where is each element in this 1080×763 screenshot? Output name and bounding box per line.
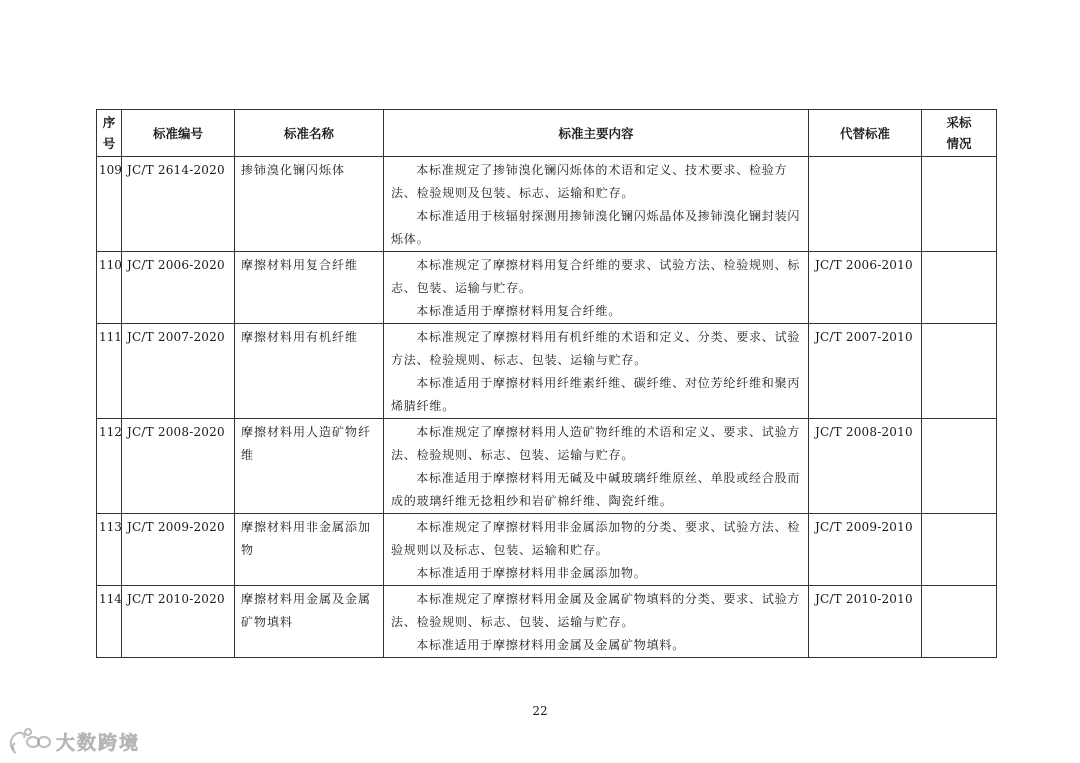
content-paragraph: 本标准规定了摩擦材料用金属及金属矿物填料的分类、要求、试验方法、检验规则、标志、包装、运输与贮存。 bbox=[391, 592, 801, 629]
header-standard-code: 标准编号 bbox=[122, 110, 235, 157]
cell-main-content bbox=[384, 324, 809, 419]
content-paragraph: 本标准适用于核辐射探测用掺铈溴化镧闪烁晶体及掺铈溴化镧封装闪烁体。 bbox=[391, 209, 801, 246]
cell-standard-name: 摩擦材料用复合纤维 bbox=[235, 252, 384, 324]
content-paragraph: 本标准规定了摩擦材料用非金属添加物的分类、要求、试验方法、检验规则以及标志、包装、运输和贮存。 bbox=[391, 520, 801, 557]
page-number: 22 bbox=[532, 704, 548, 718]
header-replaced-standard: 代替标准 bbox=[809, 110, 922, 157]
table-row bbox=[97, 419, 997, 514]
header-serial-bottom: 号 bbox=[102, 136, 116, 151]
table-body bbox=[97, 157, 997, 658]
weibo-logo-icon bbox=[6, 726, 52, 756]
cell-adoption-status bbox=[922, 324, 997, 419]
cell-main-content bbox=[384, 419, 809, 514]
cell-replaced-standard bbox=[809, 157, 922, 252]
cell-replaced-standard: JC/T 2007-2010 bbox=[809, 324, 922, 419]
content-paragraph: 本标准规定了掺铈溴化镧闪烁体的术语和定义、技术要求、检验方法、检验规则及包装、标志、运输和贮存。 bbox=[391, 163, 788, 200]
header-serial-top: 序 bbox=[102, 115, 116, 130]
cell-adoption-status bbox=[922, 586, 997, 658]
cell-standard-code: JC/T 2010-2020 bbox=[122, 586, 235, 658]
content-paragraph: 本标准适用于摩擦材料用无碱及中碱玻璃纤维原丝、单股或经合股而成的玻璃纤维无捻粗纱和岩矿棉纤维、陶瓷纤维。 bbox=[391, 471, 801, 508]
cell-adoption-status bbox=[922, 419, 997, 514]
standards-table bbox=[96, 109, 997, 658]
cell-serial-number: 113 bbox=[97, 514, 122, 586]
cell-adoption-status bbox=[922, 514, 997, 586]
table-row bbox=[97, 252, 997, 324]
content-paragraph: 本标准适用于摩擦材料用纤维素纤维、碳纤维、对位芳纶纤维和聚丙烯腈纤维。 bbox=[391, 376, 801, 413]
header-serial-number bbox=[97, 110, 122, 157]
table-row bbox=[97, 157, 997, 252]
table-row bbox=[97, 514, 997, 586]
content-paragraph: 本标准适用于摩擦材料用复合纤维。 bbox=[416, 304, 621, 318]
cell-standard-name: 掺铈溴化镧闪烁体 bbox=[235, 157, 384, 252]
cell-standard-code: JC/T 2614-2020 bbox=[122, 157, 235, 252]
table-row bbox=[97, 324, 997, 419]
cell-main-content bbox=[384, 252, 809, 324]
cell-standard-code: JC/T 2006-2020 bbox=[122, 252, 235, 324]
table-header-row bbox=[97, 110, 997, 157]
cell-serial-number: 109 bbox=[97, 157, 122, 252]
cell-serial-number: 111 bbox=[97, 324, 122, 419]
watermark-text: 大数跨境 bbox=[56, 731, 141, 754]
header-adoption-status bbox=[922, 110, 997, 157]
cell-main-content bbox=[384, 157, 809, 252]
content-paragraph: 本标准规定了摩擦材料用复合纤维的要求、试验方法、检验规则、标志、包装、运输与贮存。 bbox=[391, 258, 801, 295]
content-paragraph: 本标准适用于摩擦材料用金属及金属矿物填料。 bbox=[416, 638, 685, 652]
cell-replaced-standard: JC/T 2006-2010 bbox=[809, 252, 922, 324]
cell-serial-number: 112 bbox=[97, 419, 122, 514]
cell-standard-name: 摩擦材料用有机纤维 bbox=[235, 324, 384, 419]
cell-serial-number: 110 bbox=[97, 252, 122, 324]
cell-main-content bbox=[384, 586, 809, 658]
content-paragraph: 本标准规定了摩擦材料用人造矿物纤维的术语和定义、要求、试验方法、检验规则、标志、包装、运输与贮存。 bbox=[391, 425, 801, 462]
cell-adoption-status bbox=[922, 157, 997, 252]
cell-adoption-status bbox=[922, 252, 997, 324]
cell-standard-name: 摩擦材料用人造矿物纤维 bbox=[235, 419, 384, 514]
header-standard-name: 标准名称 bbox=[235, 110, 384, 157]
table-row bbox=[97, 586, 997, 658]
cell-main-content bbox=[384, 514, 809, 586]
cell-standard-name: 摩擦材料用非金属添加物 bbox=[235, 514, 384, 586]
cell-replaced-standard: JC/T 2009-2010 bbox=[809, 514, 922, 586]
cell-serial-number: 114 bbox=[97, 586, 122, 658]
cell-standard-code: JC/T 2009-2020 bbox=[122, 514, 235, 586]
cell-replaced-standard: JC/T 2008-2010 bbox=[809, 419, 922, 514]
cell-standard-code: JC/T 2008-2020 bbox=[122, 419, 235, 514]
content-paragraph: 本标准规定了摩擦材料用有机纤维的术语和定义、分类、要求、试验方法、检验规则、标志、包装、运输与贮存。 bbox=[391, 330, 801, 367]
header-adopt-top: 采标 bbox=[946, 115, 972, 130]
cell-standard-code: JC/T 2007-2020 bbox=[122, 324, 235, 419]
watermark bbox=[6, 726, 140, 756]
cell-standard-name: 摩擦材料用金属及金属矿物填料 bbox=[235, 586, 384, 658]
header-main-content: 标准主要内容 bbox=[384, 110, 809, 157]
content-paragraph: 本标准适用于摩擦材料用非金属添加物。 bbox=[416, 566, 647, 580]
cell-replaced-standard: JC/T 2010-2010 bbox=[809, 586, 922, 658]
header-adopt-bottom: 情况 bbox=[946, 136, 972, 151]
